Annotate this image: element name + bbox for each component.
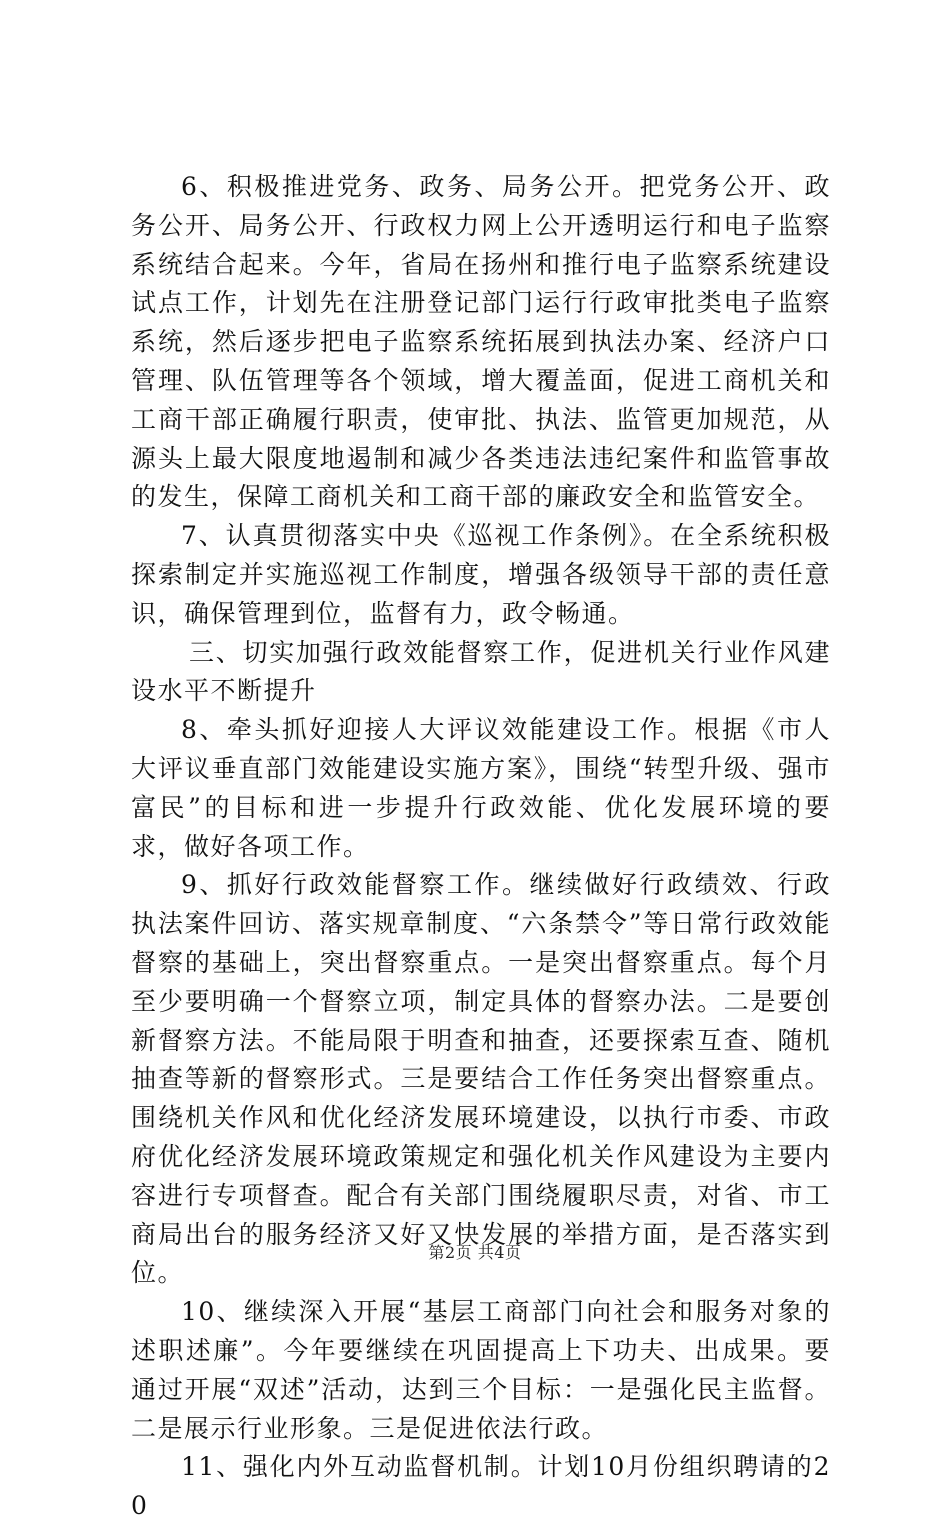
- paragraph-11: 11、强化内外互动监督机制。计划10月份组织聘请的20: [131, 1452, 831, 1521]
- paragraph-9: 9、抓好行政效能督察工作。继续做好行政绩效、行政执法案件回访、落实规章制度、“六条禁令”等日常行政效能督察的基础上，突出督察重点。一是突出督察重点。每个月至少要明确一个督察立项，制定具体的督察办法。二是要创新督察方法。不能局限于明查和抽查，还要探索互查、随机抽查等新的督察形式。三是要结合工作任务突出督察重点。围绕机关作风和优化经济发展环境建设，以执行市委、市政府优化经济发展环境政策规定和强化机关作风建设为主要内容进行专项督查。配合有关部门围绕履职尽责，对省、市工商局出台的服务经济又好又快发展的举措方面，是否落实到位。: [131, 870, 831, 1288]
- paragraph-10: 10、继续深入开展“基层工商部门向社会和服务对象的述职述廉”。今年要继续在巩固提高上下功夫、出成果。要通过开展“双述”活动，达到三个目标：一是强化民主监督。二是展示行业形象。三是促进依法行政。: [131, 1297, 831, 1443]
- document-body: [131, 168, 831, 1526]
- paragraph-7: 7、认真贯彻落实中央《巡视工作条例》。在全系统积极探索制定并实施巡视工作制度，增强各级领导干部的责任意识，确保管理到位，监督有力，政令畅通。: [131, 521, 831, 628]
- page-number-footer: 第2页 共4页: [428, 1243, 522, 1262]
- paragraph-6: 6、积极推进党务、政务、局务公开。把党务公开、政务公开、局务公开、行政权力网上公开透明运行和电子监察系统结合起来。今年，省局在扬州和推行电子监察系统建设试点工作，计划先在注册登记部门运行行政审批类电子监察系统，然后逐步把电子监察系统拓展到执法办案、经济户口管理、队伍管理等各个领域，增大覆盖面，促进工商机关和工商干部正确履行职责，使审批、执法、监管更加规范，从源头上最大限度地遏制和减少各类违法违纪案件和监管事故的发生，保障工商机关和工商干部的廉政安全和监管安全。: [131, 172, 831, 512]
- paragraph-8: 8、牵头抓好迎接人大评议效能建设工作。根据《市人大评议垂直部门效能建设实施方案》，围绕“转型升级、强市富民”的目标和进一步提升行政效能、优化发展环境的要求，做好各项工作。: [131, 715, 831, 861]
- section-heading-3: 三、切实加强行政效能督察工作，促进机关行业作风建设水平不断提升: [131, 637, 831, 706]
